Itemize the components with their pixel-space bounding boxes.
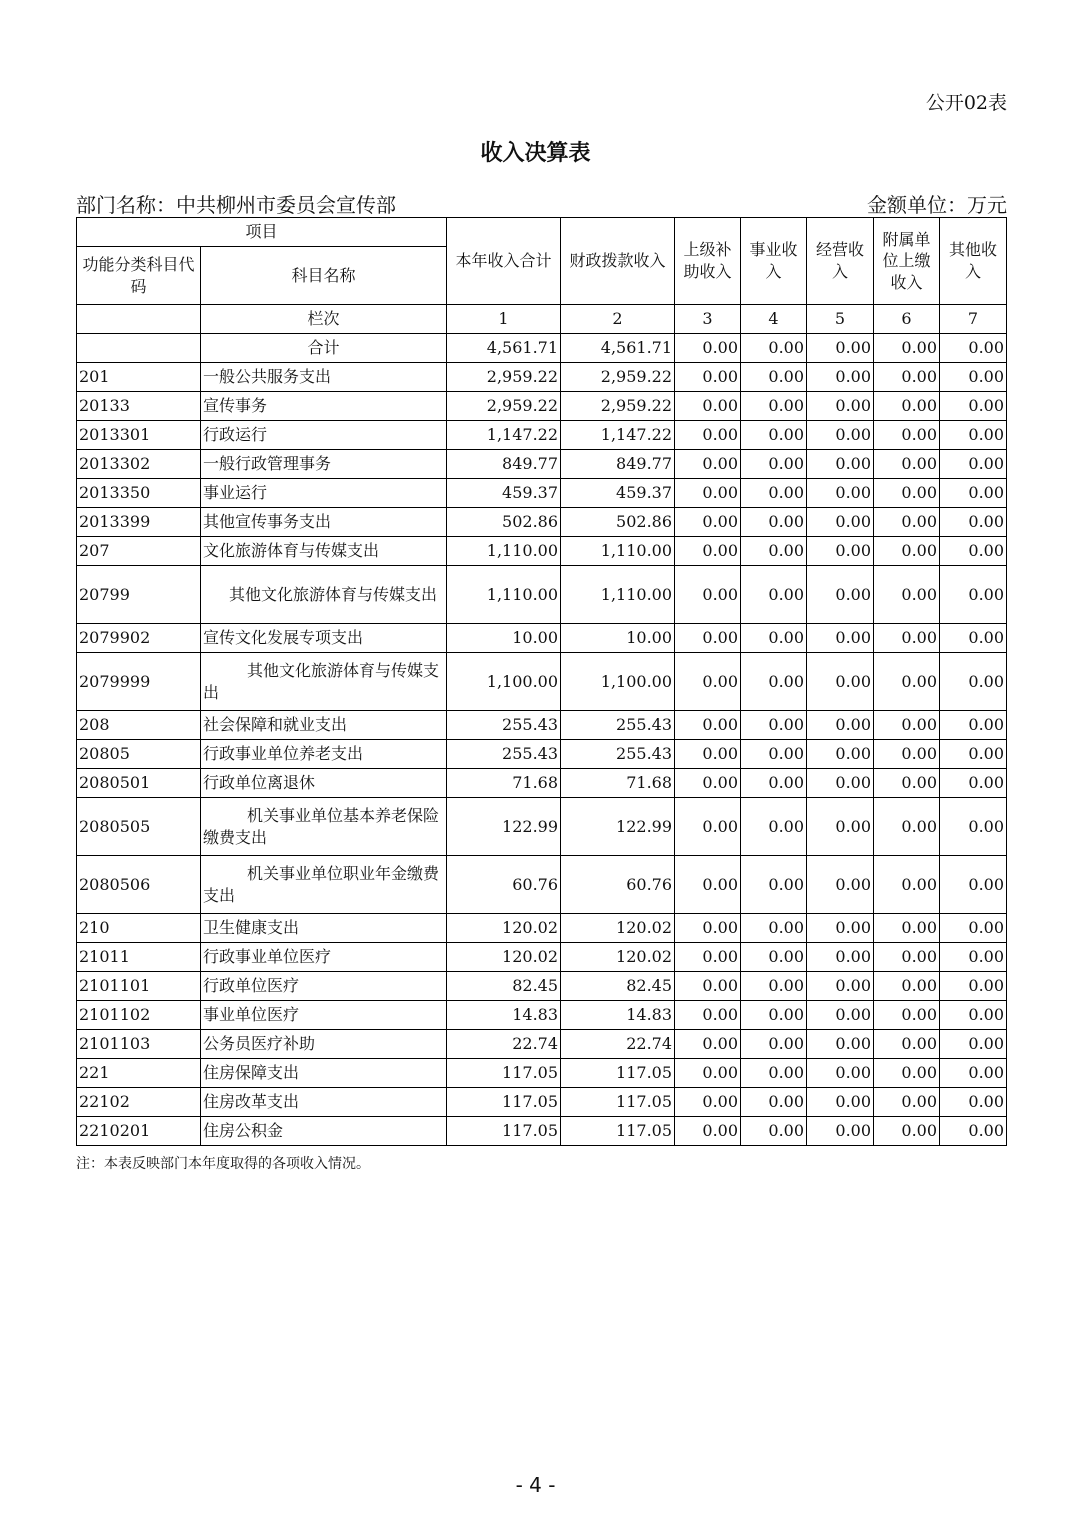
amount-cell: 0.00 bbox=[675, 450, 741, 479]
subject-code: 21011 bbox=[77, 943, 201, 972]
amount-cell: 22.74 bbox=[561, 1030, 675, 1059]
amount-cell: 0.00 bbox=[807, 1059, 874, 1088]
header-operating: 经营收入 bbox=[807, 218, 874, 305]
amount-cell: 0.00 bbox=[940, 624, 1007, 653]
amount-cell: 1,110.00 bbox=[447, 537, 561, 566]
amount-cell: 2,959.22 bbox=[447, 363, 561, 392]
amount-cell: 0.00 bbox=[874, 508, 940, 537]
amount-cell: 0.00 bbox=[675, 334, 741, 363]
amount-cell: 849.77 bbox=[447, 450, 561, 479]
amount-cell: 120.02 bbox=[561, 943, 675, 972]
subject-name: 其他文化旅游体育与传媒支出 bbox=[201, 566, 447, 624]
subject-code: 2013301 bbox=[77, 421, 201, 450]
amount-cell: 0.00 bbox=[874, 1059, 940, 1088]
amount-cell: 0.00 bbox=[940, 740, 1007, 769]
table-row bbox=[77, 450, 1007, 479]
amount-cell: 10.00 bbox=[447, 624, 561, 653]
subject-code: 2101103 bbox=[77, 1030, 201, 1059]
amount-cell: 0.00 bbox=[940, 1030, 1007, 1059]
amount-cell: 1,100.00 bbox=[561, 653, 675, 711]
amount-cell: 255.43 bbox=[447, 740, 561, 769]
amount-cell: 0.00 bbox=[807, 711, 874, 740]
subject-code: 22102 bbox=[77, 1088, 201, 1117]
amount-cell: 459.37 bbox=[447, 479, 561, 508]
subject-code: 2080505 bbox=[77, 798, 201, 856]
amount-cell: 1,147.22 bbox=[447, 421, 561, 450]
subject-code: 2079999 bbox=[77, 653, 201, 711]
amount-cell: 10.00 bbox=[561, 624, 675, 653]
table-row bbox=[77, 943, 1007, 972]
subject-name: 事业运行 bbox=[201, 479, 447, 508]
table-row bbox=[77, 1117, 1007, 1146]
subject-code: 208 bbox=[77, 711, 201, 740]
table-row bbox=[77, 972, 1007, 1001]
amount-cell: 0.00 bbox=[807, 943, 874, 972]
amount-cell: 255.43 bbox=[561, 711, 675, 740]
column-number: 2 bbox=[561, 305, 675, 334]
subject-code: 20805 bbox=[77, 740, 201, 769]
page-title: 收入决算表 bbox=[480, 141, 591, 166]
amount-cell: 0.00 bbox=[675, 943, 741, 972]
table-row bbox=[77, 914, 1007, 943]
amount-cell: 82.45 bbox=[561, 972, 675, 1001]
amount-cell: 255.43 bbox=[447, 711, 561, 740]
subject-name: 宣传文化发展专项支出 bbox=[201, 624, 447, 653]
amount-cell: 122.99 bbox=[561, 798, 675, 856]
column-number-blank bbox=[77, 305, 201, 334]
amount-cell: 0.00 bbox=[675, 508, 741, 537]
amount-cell: 0.00 bbox=[741, 479, 807, 508]
subject-name: 一般行政管理事务 bbox=[201, 450, 447, 479]
amount-cell: 122.99 bbox=[447, 798, 561, 856]
amount-cell: 0.00 bbox=[940, 914, 1007, 943]
page-number: - 4 - bbox=[515, 1473, 556, 1497]
table-note: 注：本表反映部门本年度取得的各项收入情况。 bbox=[76, 1156, 370, 1172]
column-number: 1 bbox=[447, 305, 561, 334]
subject-code: 2013350 bbox=[77, 479, 201, 508]
table-row bbox=[77, 624, 1007, 653]
amount-unit: 金额单位：万元 bbox=[867, 193, 1007, 217]
subject-code: 2013302 bbox=[77, 450, 201, 479]
table-row bbox=[77, 421, 1007, 450]
column-number-label: 栏次 bbox=[201, 305, 447, 334]
amount-cell: 0.00 bbox=[874, 1001, 940, 1030]
amount-cell: 0.00 bbox=[741, 914, 807, 943]
subject-name: 住房保障支出 bbox=[201, 1059, 447, 1088]
amount-cell: 0.00 bbox=[807, 392, 874, 421]
amount-cell: 4,561.71 bbox=[447, 334, 561, 363]
subject-code: 221 bbox=[77, 1059, 201, 1088]
amount-cell: 0.00 bbox=[741, 392, 807, 421]
amount-cell: 0.00 bbox=[874, 798, 940, 856]
amount-cell: 0.00 bbox=[874, 1030, 940, 1059]
header-item: 项目 bbox=[77, 218, 447, 247]
header-other: 其他收入 bbox=[940, 218, 1007, 305]
subject-code: 2079902 bbox=[77, 624, 201, 653]
amount-cell: 0.00 bbox=[807, 1117, 874, 1146]
amount-cell: 0.00 bbox=[940, 450, 1007, 479]
amount-cell: 71.68 bbox=[447, 769, 561, 798]
subject-name: 行政单位医疗 bbox=[201, 972, 447, 1001]
amount-cell: 1,110.00 bbox=[561, 566, 675, 624]
amount-cell: 0.00 bbox=[874, 450, 940, 479]
subject-code: 210 bbox=[77, 914, 201, 943]
amount-cell: 0.00 bbox=[940, 943, 1007, 972]
amount-cell: 0.00 bbox=[675, 711, 741, 740]
table-row bbox=[77, 740, 1007, 769]
amount-cell: 0.00 bbox=[807, 537, 874, 566]
header-func-code: 功能分类科目代码 bbox=[77, 247, 201, 305]
amount-cell: 0.00 bbox=[940, 1117, 1007, 1146]
amount-cell: 0.00 bbox=[675, 537, 741, 566]
amount-cell: 0.00 bbox=[741, 566, 807, 624]
amount-cell: 0.00 bbox=[874, 1117, 940, 1146]
amount-cell: 0.00 bbox=[807, 421, 874, 450]
amount-cell: 0.00 bbox=[675, 914, 741, 943]
subject-name: 机关事业单位职业年金缴费支出 bbox=[201, 856, 447, 914]
amount-cell: 120.02 bbox=[561, 914, 675, 943]
amount-cell: 0.00 bbox=[675, 1030, 741, 1059]
amount-cell: 255.43 bbox=[561, 740, 675, 769]
amount-cell: 1,100.00 bbox=[447, 653, 561, 711]
subject-name: 住房改革支出 bbox=[201, 1088, 447, 1117]
form-number: 公开02表 bbox=[925, 92, 1007, 114]
amount-cell: 1,147.22 bbox=[561, 421, 675, 450]
amount-cell: 4,561.71 bbox=[561, 334, 675, 363]
subject-name: 行政运行 bbox=[201, 421, 447, 450]
table-row bbox=[77, 798, 1007, 856]
subject-name: 文化旅游体育与传媒支出 bbox=[201, 537, 447, 566]
amount-cell: 0.00 bbox=[874, 479, 940, 508]
amount-cell: 0.00 bbox=[675, 392, 741, 421]
amount-cell: 0.00 bbox=[675, 1088, 741, 1117]
column-number: 4 bbox=[741, 305, 807, 334]
column-number: 6 bbox=[874, 305, 940, 334]
amount-cell: 0.00 bbox=[807, 856, 874, 914]
amount-cell: 0.00 bbox=[874, 566, 940, 624]
amount-cell: 2,959.22 bbox=[561, 392, 675, 421]
amount-cell: 22.74 bbox=[447, 1030, 561, 1059]
subject-name: 公务员医疗补助 bbox=[201, 1030, 447, 1059]
subject-name: 卫生健康支出 bbox=[201, 914, 447, 943]
amount-cell: 0.00 bbox=[807, 653, 874, 711]
table-row bbox=[77, 1001, 1007, 1030]
income-table bbox=[76, 217, 1007, 1146]
amount-cell: 0.00 bbox=[675, 1001, 741, 1030]
subject-name: 合计 bbox=[201, 334, 447, 363]
amount-cell: 0.00 bbox=[874, 624, 940, 653]
subject-code: 2080506 bbox=[77, 856, 201, 914]
amount-cell: 0.00 bbox=[675, 798, 741, 856]
amount-cell: 117.05 bbox=[561, 1088, 675, 1117]
header-business: 事业收入 bbox=[741, 218, 807, 305]
amount-cell: 0.00 bbox=[874, 537, 940, 566]
header-superior: 上级补助收入 bbox=[675, 218, 741, 305]
table-row bbox=[77, 537, 1007, 566]
amount-cell: 71.68 bbox=[561, 769, 675, 798]
amount-cell: 117.05 bbox=[447, 1059, 561, 1088]
table-row bbox=[77, 1030, 1007, 1059]
subject-code: 20133 bbox=[77, 392, 201, 421]
amount-cell: 0.00 bbox=[940, 798, 1007, 856]
amount-cell: 0.00 bbox=[741, 798, 807, 856]
amount-cell: 0.00 bbox=[874, 392, 940, 421]
amount-cell: 0.00 bbox=[874, 1088, 940, 1117]
column-number: 5 bbox=[807, 305, 874, 334]
amount-cell: 0.00 bbox=[940, 653, 1007, 711]
amount-cell: 502.86 bbox=[561, 508, 675, 537]
table-row bbox=[77, 1088, 1007, 1117]
amount-cell: 0.00 bbox=[874, 653, 940, 711]
amount-cell: 0.00 bbox=[940, 1088, 1007, 1117]
amount-cell: 0.00 bbox=[807, 1030, 874, 1059]
amount-cell: 1,110.00 bbox=[561, 537, 675, 566]
table-row bbox=[77, 856, 1007, 914]
amount-cell: 0.00 bbox=[807, 334, 874, 363]
header-subject-name: 科目名称 bbox=[201, 247, 447, 305]
amount-cell: 0.00 bbox=[874, 363, 940, 392]
amount-cell: 0.00 bbox=[874, 334, 940, 363]
amount-cell: 0.00 bbox=[940, 1001, 1007, 1030]
amount-cell: 0.00 bbox=[940, 334, 1007, 363]
amount-cell: 0.00 bbox=[874, 972, 940, 1001]
subject-code: 2210201 bbox=[77, 1117, 201, 1146]
amount-cell: 0.00 bbox=[741, 769, 807, 798]
amount-cell: 0.00 bbox=[807, 624, 874, 653]
subject-name: 住房公积金 bbox=[201, 1117, 447, 1146]
amount-cell: 2,959.22 bbox=[447, 392, 561, 421]
subject-code: 2101101 bbox=[77, 972, 201, 1001]
table-row bbox=[77, 479, 1007, 508]
amount-cell: 0.00 bbox=[940, 769, 1007, 798]
amount-cell: 0.00 bbox=[675, 653, 741, 711]
subject-code: 201 bbox=[77, 363, 201, 392]
amount-cell: 0.00 bbox=[675, 421, 741, 450]
amount-cell: 0.00 bbox=[874, 769, 940, 798]
subject-name: 宣传事务 bbox=[201, 392, 447, 421]
subject-code bbox=[77, 334, 201, 363]
amount-cell: 0.00 bbox=[940, 508, 1007, 537]
amount-cell: 60.76 bbox=[447, 856, 561, 914]
amount-cell: 120.02 bbox=[447, 914, 561, 943]
amount-cell: 0.00 bbox=[741, 450, 807, 479]
subject-name: 社会保障和就业支出 bbox=[201, 711, 447, 740]
amount-cell: 0.00 bbox=[675, 769, 741, 798]
amount-cell: 14.83 bbox=[447, 1001, 561, 1030]
table-row bbox=[77, 711, 1007, 740]
subject-name: 行政事业单位养老支出 bbox=[201, 740, 447, 769]
amount-cell: 0.00 bbox=[741, 1088, 807, 1117]
amount-cell: 120.02 bbox=[447, 943, 561, 972]
column-number-row bbox=[77, 305, 1007, 334]
amount-cell: 502.86 bbox=[447, 508, 561, 537]
amount-cell: 0.00 bbox=[940, 421, 1007, 450]
subject-code: 2013399 bbox=[77, 508, 201, 537]
amount-cell: 0.00 bbox=[874, 943, 940, 972]
amount-cell: 0.00 bbox=[675, 566, 741, 624]
amount-cell: 0.00 bbox=[741, 740, 807, 769]
subject-name: 行政单位离退休 bbox=[201, 769, 447, 798]
amount-cell: 117.05 bbox=[447, 1117, 561, 1146]
subject-code: 207 bbox=[77, 537, 201, 566]
amount-cell: 0.00 bbox=[675, 856, 741, 914]
amount-cell: 0.00 bbox=[741, 624, 807, 653]
amount-cell: 117.05 bbox=[561, 1059, 675, 1088]
amount-cell: 0.00 bbox=[940, 392, 1007, 421]
amount-cell: 0.00 bbox=[940, 363, 1007, 392]
amount-cell: 0.00 bbox=[741, 943, 807, 972]
amount-cell: 1,110.00 bbox=[447, 566, 561, 624]
amount-cell: 0.00 bbox=[874, 421, 940, 450]
amount-cell: 0.00 bbox=[675, 740, 741, 769]
amount-cell: 0.00 bbox=[741, 653, 807, 711]
amount-cell: 117.05 bbox=[561, 1117, 675, 1146]
subject-name: 行政事业单位医疗 bbox=[201, 943, 447, 972]
subject-code: 2080501 bbox=[77, 769, 201, 798]
amount-cell: 0.00 bbox=[807, 566, 874, 624]
amount-cell: 0.00 bbox=[940, 972, 1007, 1001]
amount-cell: 0.00 bbox=[807, 508, 874, 537]
header-fiscal: 财政拨款收入 bbox=[561, 218, 675, 305]
amount-cell: 459.37 bbox=[561, 479, 675, 508]
amount-cell: 0.00 bbox=[940, 711, 1007, 740]
amount-cell: 0.00 bbox=[675, 972, 741, 1001]
amount-cell: 0.00 bbox=[874, 711, 940, 740]
subject-name: 其他宣传事务支出 bbox=[201, 508, 447, 537]
amount-cell: 0.00 bbox=[675, 624, 741, 653]
amount-cell: 0.00 bbox=[874, 856, 940, 914]
amount-cell: 0.00 bbox=[940, 1059, 1007, 1088]
table-row bbox=[77, 769, 1007, 798]
table-row bbox=[77, 566, 1007, 624]
amount-cell: 0.00 bbox=[874, 740, 940, 769]
amount-cell: 0.00 bbox=[807, 798, 874, 856]
amount-cell: 0.00 bbox=[807, 740, 874, 769]
amount-cell: 0.00 bbox=[874, 914, 940, 943]
amount-cell: 0.00 bbox=[675, 479, 741, 508]
amount-cell: 0.00 bbox=[940, 856, 1007, 914]
amount-cell: 0.00 bbox=[940, 479, 1007, 508]
amount-cell: 0.00 bbox=[741, 421, 807, 450]
amount-cell: 0.00 bbox=[741, 334, 807, 363]
amount-cell: 0.00 bbox=[675, 1059, 741, 1088]
amount-cell: 0.00 bbox=[807, 769, 874, 798]
amount-cell: 0.00 bbox=[741, 508, 807, 537]
department-name: 部门名称：中共柳州市委员会宣传部 bbox=[76, 193, 396, 217]
amount-cell: 2,959.22 bbox=[561, 363, 675, 392]
table-row bbox=[77, 363, 1007, 392]
amount-cell: 14.83 bbox=[561, 1001, 675, 1030]
amount-cell: 0.00 bbox=[741, 1001, 807, 1030]
amount-cell: 0.00 bbox=[741, 856, 807, 914]
amount-cell: 0.00 bbox=[807, 1001, 874, 1030]
amount-cell: 0.00 bbox=[807, 972, 874, 1001]
amount-cell: 849.77 bbox=[561, 450, 675, 479]
amount-cell: 0.00 bbox=[741, 1059, 807, 1088]
subject-name: 其他文化旅游体育与传媒支出 bbox=[201, 653, 447, 711]
subject-code: 2101102 bbox=[77, 1001, 201, 1030]
amount-cell: 0.00 bbox=[807, 479, 874, 508]
table-row bbox=[77, 653, 1007, 711]
subject-code: 20799 bbox=[77, 566, 201, 624]
header-affiliated: 附属单位上缴收入 bbox=[874, 218, 940, 305]
amount-cell: 0.00 bbox=[675, 363, 741, 392]
table-row bbox=[77, 508, 1007, 537]
amount-cell: 0.00 bbox=[807, 1088, 874, 1117]
amount-cell: 82.45 bbox=[447, 972, 561, 1001]
subject-name: 事业单位医疗 bbox=[201, 1001, 447, 1030]
amount-cell: 0.00 bbox=[741, 537, 807, 566]
amount-cell: 0.00 bbox=[940, 566, 1007, 624]
table-row bbox=[77, 334, 1007, 363]
amount-cell: 0.00 bbox=[741, 972, 807, 1001]
amount-cell: 0.00 bbox=[940, 537, 1007, 566]
amount-cell: 0.00 bbox=[807, 914, 874, 943]
column-number: 7 bbox=[940, 305, 1007, 334]
table-row bbox=[77, 1059, 1007, 1088]
table-row bbox=[77, 392, 1007, 421]
header-total: 本年收入合计 bbox=[447, 218, 561, 305]
amount-cell: 0.00 bbox=[741, 711, 807, 740]
amount-cell: 0.00 bbox=[741, 1030, 807, 1059]
amount-cell: 0.00 bbox=[675, 1117, 741, 1146]
subject-name: 机关事业单位基本养老保险缴费支出 bbox=[201, 798, 447, 856]
amount-cell: 0.00 bbox=[807, 450, 874, 479]
amount-cell: 60.76 bbox=[561, 856, 675, 914]
amount-cell: 0.00 bbox=[807, 363, 874, 392]
column-number: 3 bbox=[675, 305, 741, 334]
subject-name: 一般公共服务支出 bbox=[201, 363, 447, 392]
amount-cell: 0.00 bbox=[741, 363, 807, 392]
amount-cell: 0.00 bbox=[741, 1117, 807, 1146]
amount-cell: 117.05 bbox=[447, 1088, 561, 1117]
